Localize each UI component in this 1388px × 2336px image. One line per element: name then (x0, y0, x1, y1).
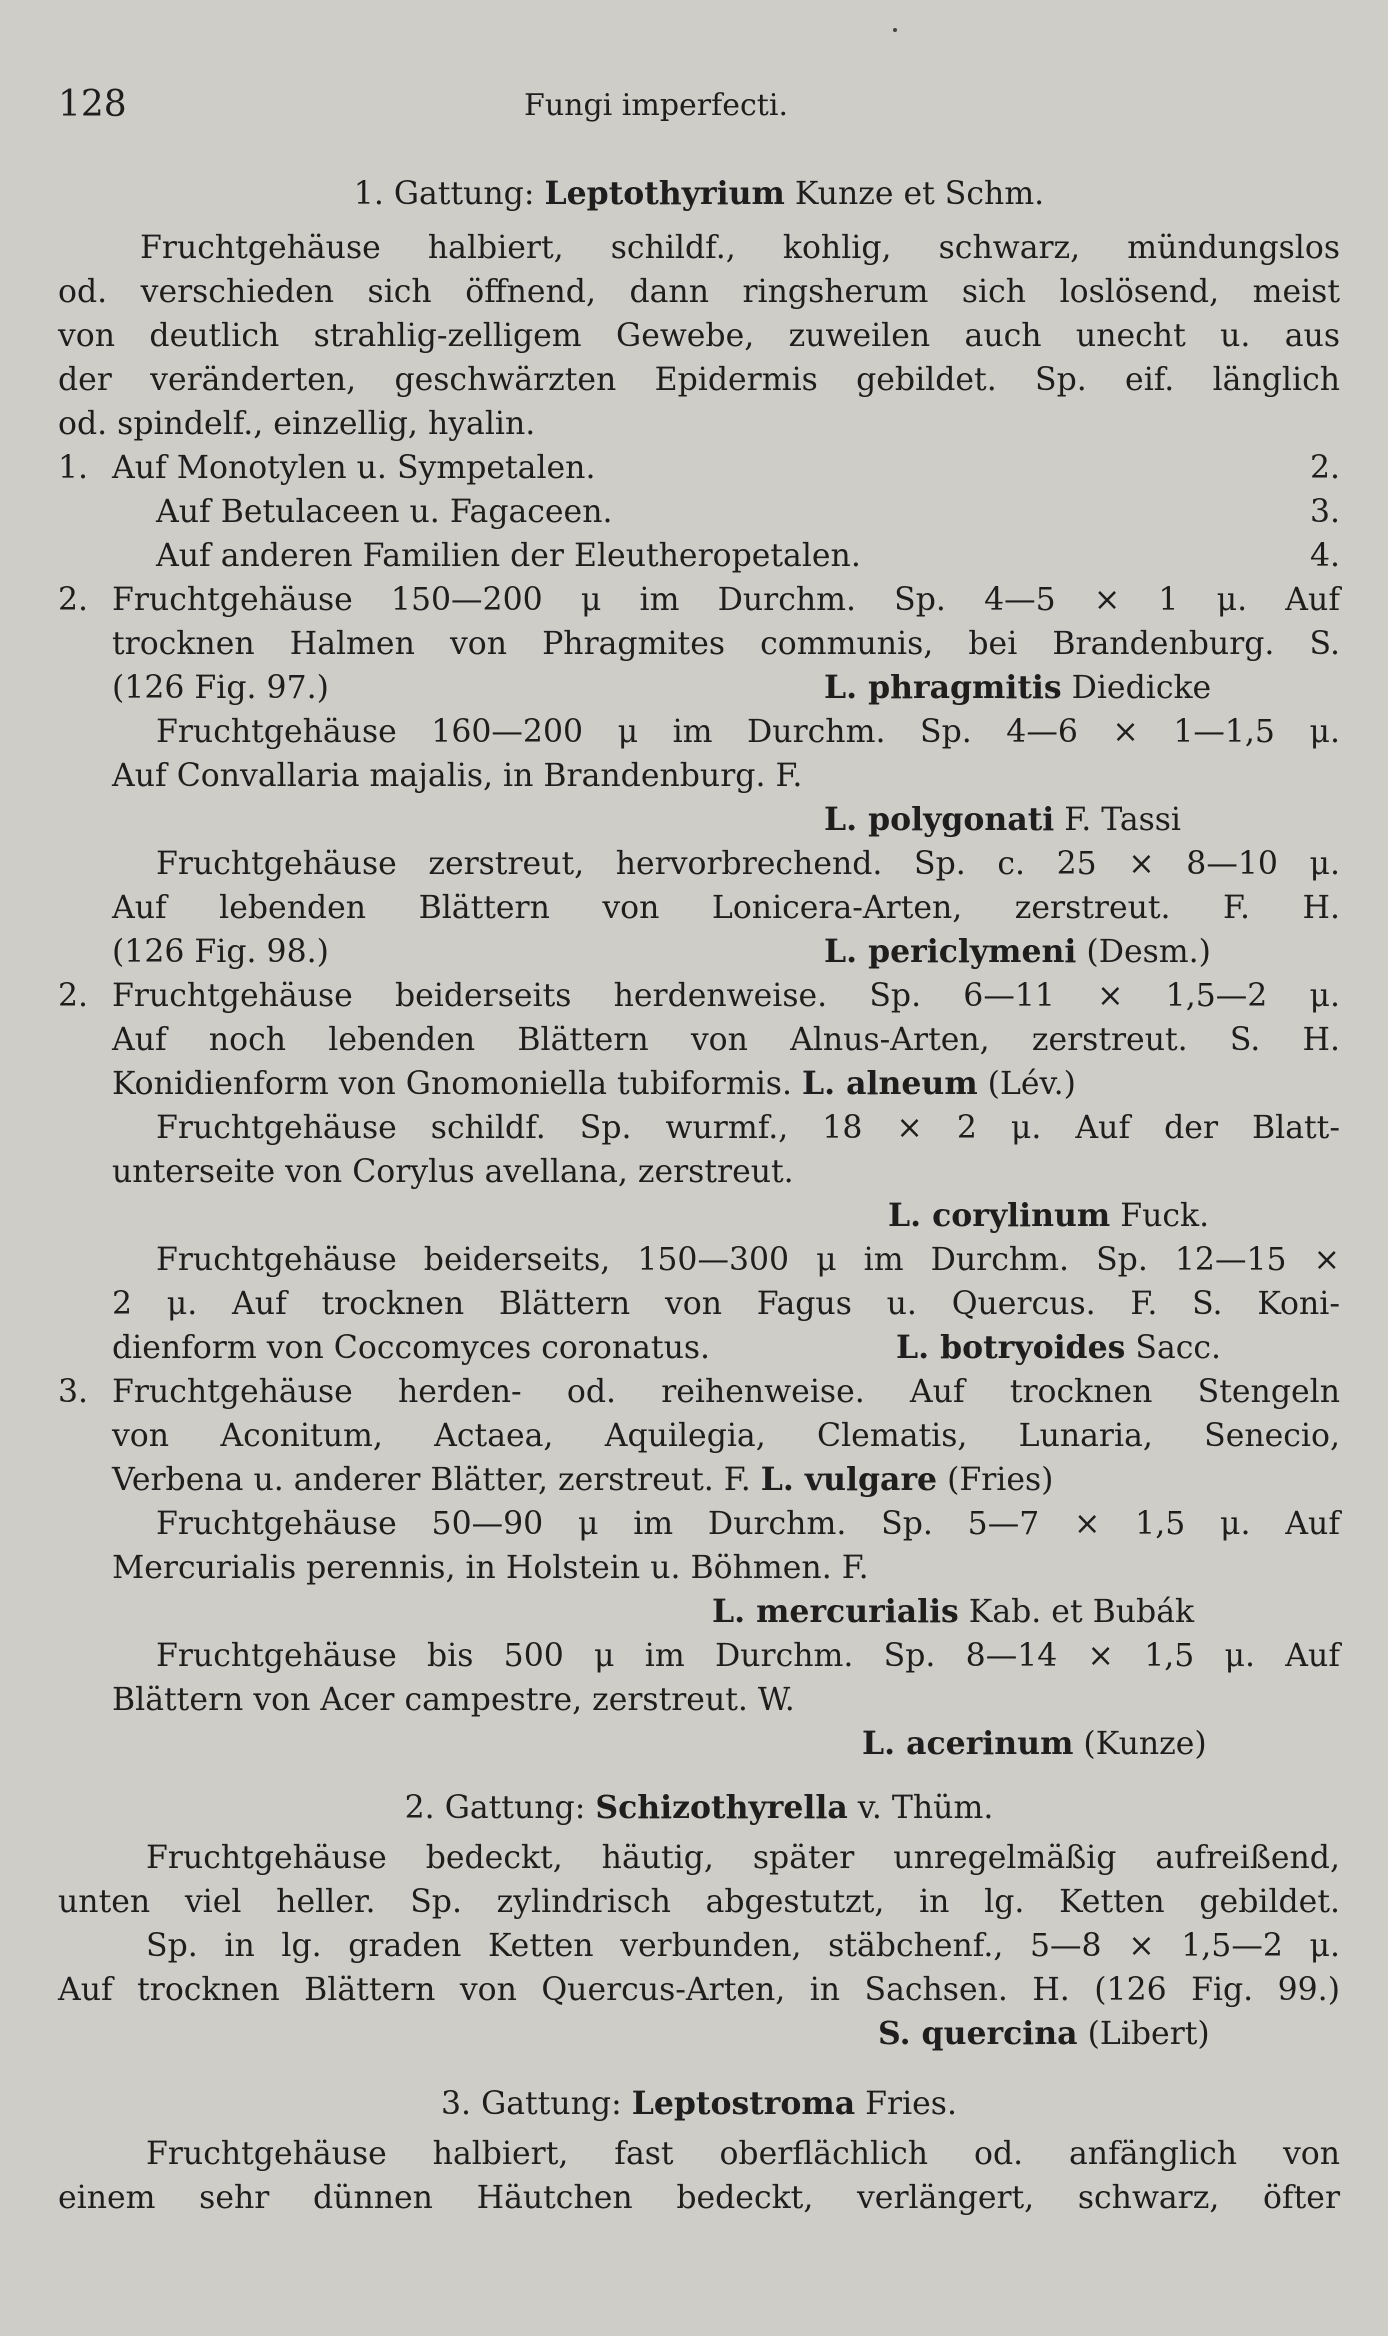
key-line: dienform von Coccomyces coronatus. L. botryoides Sacc. (112, 1329, 1222, 1366)
genus-heading: 1. Gattung: Leptothyrium Kunze et Schm. (353, 175, 1045, 212)
genus-heading: 3. Gattung: Leptostroma Fries. (441, 2085, 957, 2122)
key-line: L. acerinum (Kunze) (862, 1725, 1207, 1762)
key-number: 3. (58, 1374, 89, 1410)
key-line: 2 μ. Auf trocknen Blättern von Fagus u. Quercus. F. S. Koni- (112, 1286, 1340, 1322)
key-line: L. corylinum Fuck. (888, 1197, 1210, 1234)
genus-desc-line: S. quercina (Libert) (878, 2015, 1210, 2052)
genus-heading: 2. Gattung: Schizothyrella v. Thüm. (404, 1789, 994, 1826)
desc-line: Fruchtgehäuse halbiert, schildf., kohlig, schwarz, mündungslos (140, 230, 1340, 266)
key-line: Auf noch lebenden Blättern von Alnus-Arten, zerstreut. S. H. (112, 1022, 1340, 1058)
key-line: (126 Fig. 98.) L. periclymeni (Desm.) (112, 933, 1211, 970)
key-line: Blättern von Acer campestre, zerstreut. W. (112, 1682, 795, 1718)
species-name: L. periclymeni (824, 933, 1077, 970)
genus-desc-line: Sp. in lg. graden Ketten verbunden, stäbchenf., 5—8 × 1,5—2 μ. (146, 1928, 1340, 1964)
key-number: 2. (58, 582, 89, 618)
key-entry: Auf anderen Familien der Eleutheropetalen. 4. (156, 538, 1340, 574)
key-line: Konidienform von Gnomoniella tubiformis. L. alneum (Lév.) (112, 1065, 1076, 1102)
key-line: Fruchtgehäuse bis 500 μ im Durchm. Sp. 8—14 × 1,5 μ. Auf (156, 1638, 1340, 1674)
page-number: 128 (58, 84, 127, 125)
genus-desc-line: Fruchtgehäuse halbiert, fast oberflächlich od. anfänglich von (146, 2136, 1340, 2172)
key-entry: Auf Betulaceen u. Fagaceen. 3. (156, 494, 1340, 530)
desc-line: od. verschieden sich öffnend, dann ringsherum sich loslösend, meist (58, 274, 1340, 310)
species-name: L. phragmitis (824, 669, 1062, 706)
key-number: 2. (58, 978, 89, 1014)
key-line: (126 Fig. 97.) L. phragmitis Diedicke (112, 669, 1212, 706)
key-number: 1. (58, 450, 89, 486)
species-name: L. vulgare (760, 1461, 938, 1498)
genus-desc-line: einem sehr dünnen Häutchen bedeckt, verlängert, schwarz, öfter (58, 2180, 1340, 2216)
key-line: Fruchtgehäuse 50—90 μ im Durchm. Sp. 5—7 × 1,5 μ. Auf (156, 1506, 1340, 1542)
species-name: L. polygonati (824, 801, 1055, 838)
species-name: L. corylinum (888, 1197, 1111, 1234)
key-line: trocknen Halmen von Phragmites communis, bei Brandenburg. S. (112, 626, 1340, 662)
species-name: L. botryoides (896, 1329, 1126, 1366)
key-line: Auf Convallaria majalis, in Brandenburg. F. (112, 758, 803, 794)
key-line: L. polygonati F. Tassi (824, 801, 1182, 838)
key-line: Fruchtgehäuse schildf. Sp. wurmf., 18 × 2 μ. Auf der Blatt- (156, 1110, 1340, 1146)
genus-desc-line: Auf trocknen Blättern von Quercus-Arten, in Sachsen. H. (126 Fig. 99.) (58, 1972, 1340, 2008)
key-line: Fruchtgehäuse 160—200 μ im Durchm. Sp. 4—6 × 1—1,5 μ. (156, 714, 1340, 750)
desc-line: der veränderten, geschwärzten Epidermis gebildet. Sp. eif. länglich (58, 362, 1340, 398)
key-line: Fruchtgehäuse beiderseits herdenweise. Sp. 6—11 × 1,5—2 μ. (112, 978, 1340, 1014)
genus-desc-line: Fruchtgehäuse bedeckt, häutig, später unregelmäßig aufreißend, (146, 1840, 1340, 1876)
key-line: Fruchtgehäuse herden- od. reihenweise. Auf trocknen Stengeln (112, 1374, 1340, 1410)
key-line: L. mercurialis Kab. et Bubák (712, 1593, 1195, 1630)
running-title: Fungi imperfecti. (524, 88, 788, 123)
species-name: L. mercurialis (712, 1593, 959, 1630)
key-line: Fruchtgehäuse beiderseits, 150—300 μ im Durchm. Sp. 12—15 × (156, 1242, 1340, 1278)
speck (893, 28, 897, 32)
species-name: S. quercina (878, 2015, 1078, 2052)
key-line: Fruchtgehäuse zerstreut, hervorbrechend. Sp. c. 25 × 8—10 μ. (156, 846, 1340, 882)
desc-line: von deutlich strahlig-zelligem Gewebe, zuweilen auch unecht u. aus (58, 318, 1340, 354)
key-line: Auf lebenden Blättern von Lonicera-Arten, zerstreut. F. H. (112, 890, 1340, 926)
desc-line: od. spindelf., einzellig, hyalin. (58, 406, 536, 442)
key-line: Mercurialis perennis, in Holstein u. Böhmen. F. (112, 1550, 869, 1586)
key-line: Verbena u. anderer Blätter, zerstreut. F. L. vulgare (Fries) (112, 1461, 1054, 1498)
key-line: unterseite von Corylus avellana, zerstreut. (112, 1154, 794, 1190)
key-line: Fruchtgehäuse 150—200 μ im Durchm. Sp. 4—5 × 1 μ. Auf (112, 582, 1340, 618)
species-name: L. acerinum (862, 1725, 1074, 1762)
key-line: von Aconitum, Actaea, Aquilegia, Clematis, Lunaria, Senecio, (112, 1418, 1340, 1454)
key-entry: Auf Monotylen u. Sympetalen. 2. (112, 450, 1340, 486)
genus-desc-line: unten viel heller. Sp. zylindrisch abgestutzt, in lg. Ketten gebildet. (58, 1884, 1340, 1920)
species-name: L. alneum (802, 1065, 978, 1102)
